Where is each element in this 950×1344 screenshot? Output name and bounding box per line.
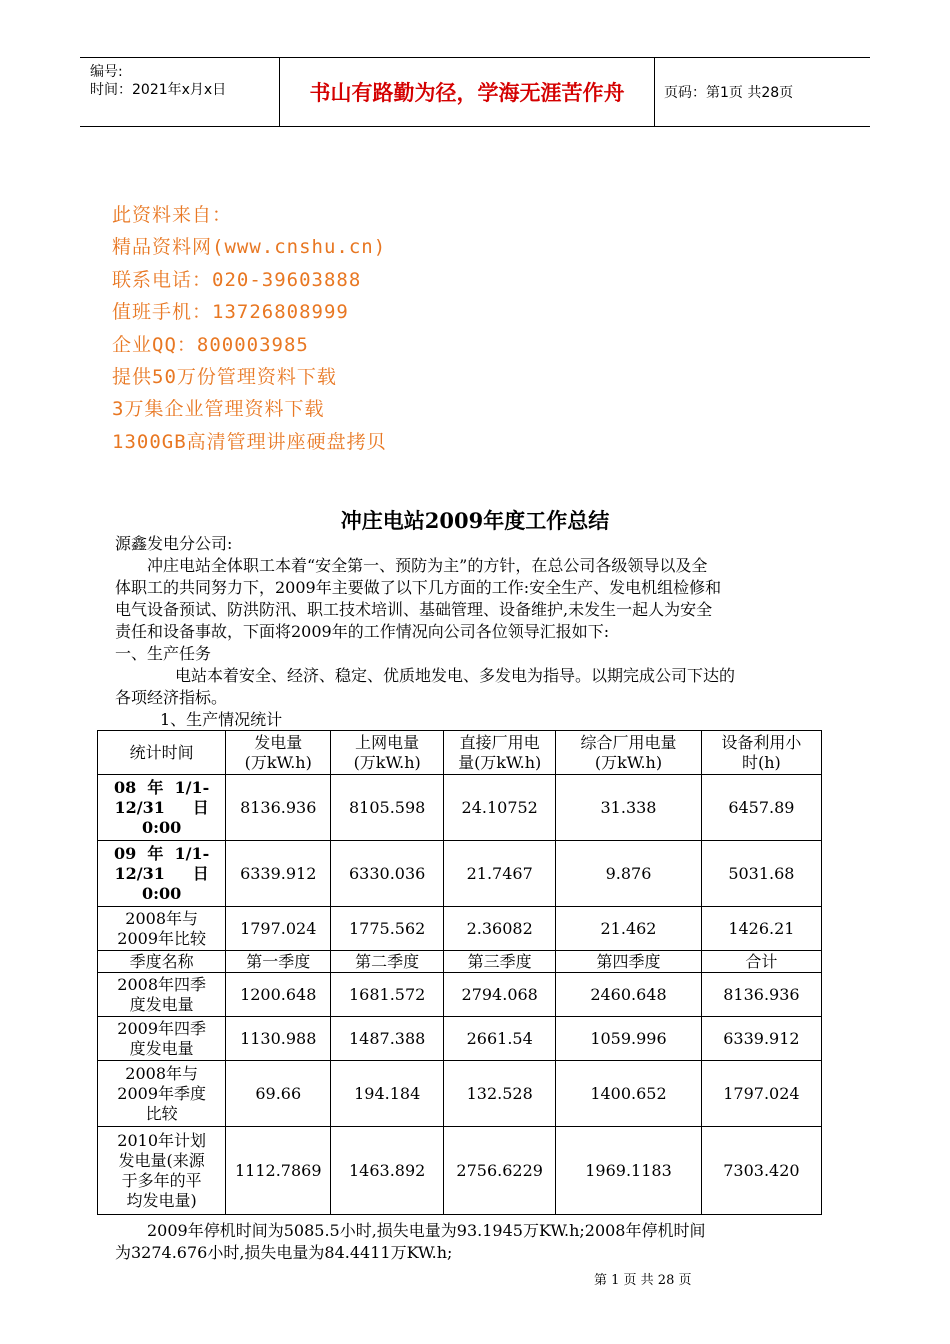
table-header-row bbox=[98, 731, 822, 775]
table-cell: 5031.68 bbox=[701, 841, 821, 907]
table-cell: 6457.89 bbox=[701, 775, 821, 841]
table-row bbox=[98, 973, 822, 1017]
after-table-line: 为3274.676小时,损失电量为84.4411万KW.h; bbox=[115, 1243, 453, 1262]
table-header-cell: 上网电量 (万kW.h) bbox=[331, 731, 444, 775]
table-cell: 2661.54 bbox=[444, 1017, 556, 1061]
table-cell: 31.338 bbox=[556, 775, 702, 841]
section-line: 各项经济指标。 bbox=[115, 688, 228, 707]
section-line: 电站本着安全、经济、稳定、优质地发电、多发电为指导。以期完成公司下达的 bbox=[175, 666, 736, 685]
time-label: 时间：2021年x月x日 bbox=[90, 82, 227, 98]
intro-line: 责任和设备事故，下面将2009年的工作情况向公司各位领导汇报如下: bbox=[115, 622, 610, 641]
table-header-cell: 合计 bbox=[701, 951, 821, 973]
source-ad-block bbox=[112, 199, 387, 458]
ad-line: 提供50万份管理资料下载 bbox=[112, 365, 337, 388]
table-cell: 8136.936 bbox=[226, 775, 331, 841]
table-header-cell: 直接厂用电 量(万kW.h) bbox=[444, 731, 556, 775]
table-cell: 24.10752 bbox=[444, 775, 556, 841]
table-row bbox=[98, 907, 822, 951]
intro-line: 电气设备预试、防洪防汛、职工技术培训、基础管理、设备维护,未发生一起人为安全 bbox=[115, 600, 713, 619]
table-header-cell: 统计时间 bbox=[98, 731, 226, 775]
document-title: 冲庄电站2009年度工作总结 bbox=[340, 508, 610, 533]
table-row bbox=[98, 775, 822, 841]
table-cell: 1797.024 bbox=[226, 907, 331, 951]
ad-line: 精品资料网(www.cnshu.cn) bbox=[112, 236, 387, 259]
table-header-cell: 第二季度 bbox=[331, 951, 444, 973]
table-row bbox=[98, 1017, 822, 1061]
table-row bbox=[98, 1127, 822, 1215]
header-page-label: 页码：第1页 共28页 bbox=[664, 85, 794, 101]
table-header-cell: 发电量 (万kW.h) bbox=[226, 731, 331, 775]
table-cell: 2.36082 bbox=[444, 907, 556, 951]
table-header-row bbox=[98, 951, 822, 973]
table-cell: 1969.1183 bbox=[556, 1127, 702, 1215]
table-row-label: 2009年四季 度发电量 bbox=[98, 1017, 226, 1061]
table-cell: 194.184 bbox=[331, 1061, 444, 1127]
table-header-cell: 第三季度 bbox=[444, 951, 556, 973]
ad-line: 1300GB高清管理讲座硬盘拷贝 bbox=[112, 430, 387, 453]
intro-line: 体职工的共同努力下，2009年主要做了以下几方面的工作:安全生产、发电机组检修和 bbox=[115, 578, 722, 597]
table-row-label: 2008年与 2009年比较 bbox=[98, 907, 226, 951]
table-cell: 9.876 bbox=[556, 841, 702, 907]
page-footer: 第 1 页 共 28 页 bbox=[594, 1273, 692, 1288]
table-cell: 69.66 bbox=[226, 1061, 331, 1127]
table-header-cell: 设备利用小 时(h) bbox=[701, 731, 821, 775]
table-cell: 6339.912 bbox=[226, 841, 331, 907]
table-cell: 1130.988 bbox=[226, 1017, 331, 1061]
table-cell: 7303.420 bbox=[701, 1127, 821, 1215]
after-table-line: 2009年停机时间为5085.5小时,损失电量为93.1945万KW.h;2008年停机时间 bbox=[147, 1221, 706, 1240]
table-cell: 1797.024 bbox=[701, 1061, 821, 1127]
table-cell: 1400.652 bbox=[556, 1061, 702, 1127]
intro-line: 冲庄电站全体职工本着“安全第一、预防为主”的方针，在总公司各级领导以及全 bbox=[147, 556, 708, 575]
table-row bbox=[98, 841, 822, 907]
page-header bbox=[80, 57, 870, 127]
table-cell: 21.7467 bbox=[444, 841, 556, 907]
table-row-label: 2008年与 2009年季度 比较 bbox=[98, 1061, 226, 1127]
table-cell: 1426.21 bbox=[701, 907, 821, 951]
table-cell: 2756.6229 bbox=[444, 1127, 556, 1215]
table-cell: 6330.036 bbox=[331, 841, 444, 907]
table-header-cell: 季度名称 bbox=[98, 951, 226, 973]
ad-line: 值班手机：13726808999 bbox=[112, 301, 349, 324]
table-cell: 1112.7869 bbox=[226, 1127, 331, 1215]
table-cell: 1487.388 bbox=[331, 1017, 444, 1061]
table-header-cell: 第四季度 bbox=[556, 951, 702, 973]
table-cell: 8105.598 bbox=[331, 775, 444, 841]
ad-line: 3万集企业管理资料下载 bbox=[112, 398, 325, 421]
table-cell: 8136.936 bbox=[701, 973, 821, 1017]
table-header-cell: 第一季度 bbox=[226, 951, 331, 973]
table-row bbox=[98, 1061, 822, 1127]
table-cell: 1681.572 bbox=[331, 973, 444, 1017]
table-cell: 6339.912 bbox=[701, 1017, 821, 1061]
table-row-label: 09 年 1/1- 12/31 日 0:00 bbox=[98, 841, 226, 907]
table-cell: 1775.562 bbox=[331, 907, 444, 951]
section-heading: 一、生产任务 bbox=[115, 644, 212, 663]
ad-line: 此资料来自： bbox=[112, 204, 233, 226]
number-label: 编号: bbox=[90, 64, 123, 80]
table-row-label: 08 年 1/1- 12/31 日 0:00 bbox=[98, 775, 226, 841]
ad-line: 联系电话：020-39603888 bbox=[112, 268, 362, 291]
table-row-label: 2010年计划 发电量(来源 于多年的平 均发电量) bbox=[98, 1127, 226, 1215]
header-meta bbox=[80, 58, 280, 126]
table-header-cell: 综合厂用电量 (万kW.h) bbox=[556, 731, 702, 775]
salutation: 源鑫发电分公司: bbox=[115, 534, 233, 553]
table-cell: 1463.892 bbox=[331, 1127, 444, 1215]
production-stats-table bbox=[97, 730, 822, 1215]
table-cell: 1200.648 bbox=[226, 973, 331, 1017]
table-cell: 1059.996 bbox=[556, 1017, 702, 1061]
table-cell: 21.462 bbox=[556, 907, 702, 951]
subsection-heading: 1、生产情况统计 bbox=[160, 710, 283, 729]
header-motto: 书山有路勤为径，学海无涯苦作舟 bbox=[280, 58, 655, 126]
table-cell: 2460.648 bbox=[556, 973, 702, 1017]
table-row-label: 2008年四季 度发电量 bbox=[98, 973, 226, 1017]
table-cell: 132.528 bbox=[444, 1061, 556, 1127]
ad-line: 企业QQ：800003985 bbox=[112, 333, 309, 356]
table-cell: 2794.068 bbox=[444, 973, 556, 1017]
